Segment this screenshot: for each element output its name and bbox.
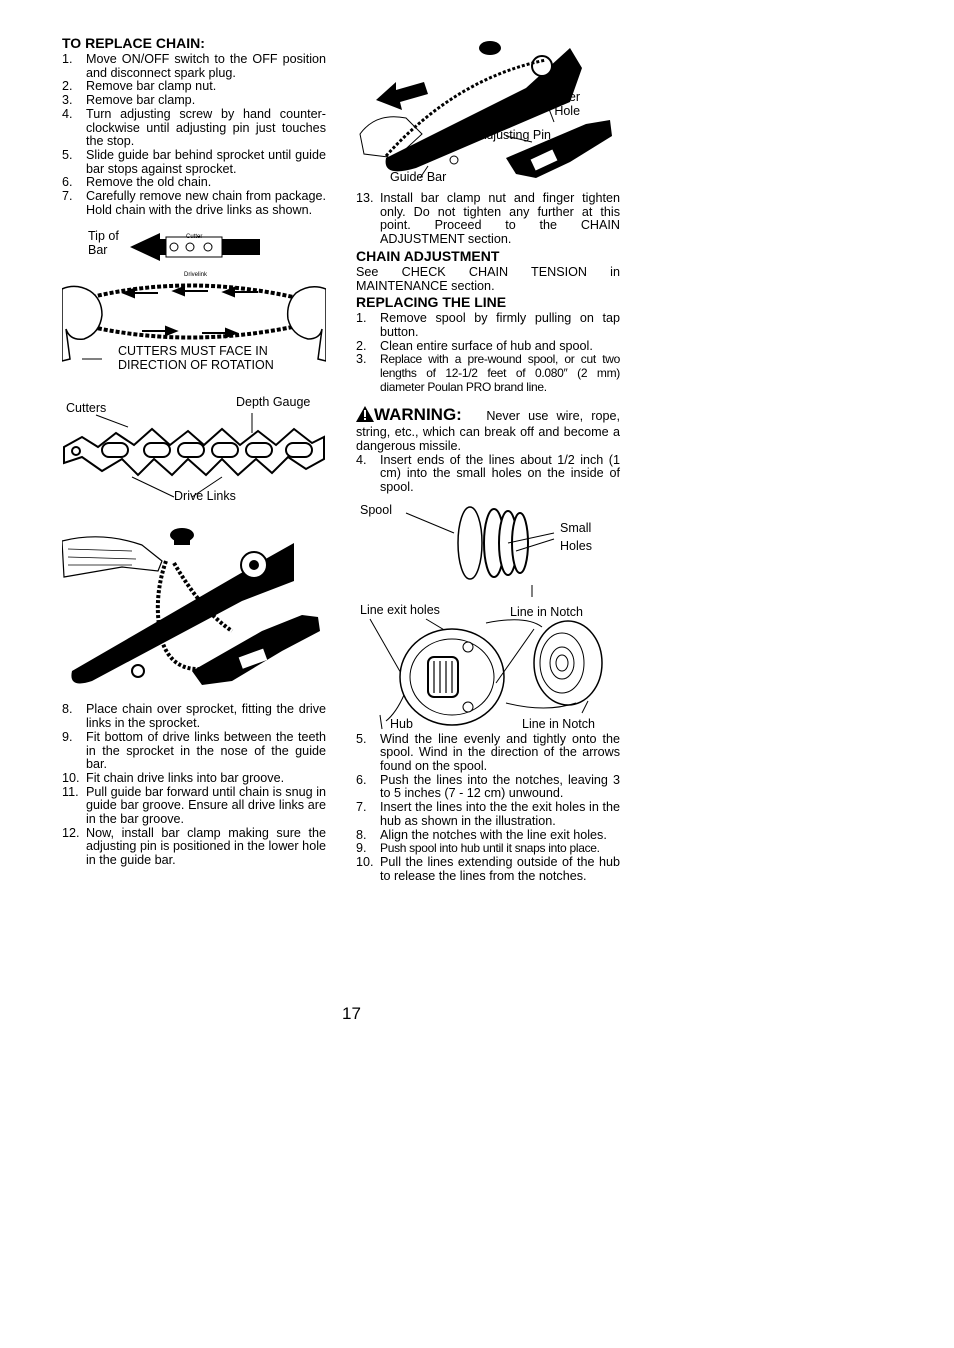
guide-bar-label: Guide Bar: [390, 170, 447, 184]
list-item: 6. Push the lines into the notches, leaving 3 to 5 inches (7 - 12 cm) unwound.: [356, 772, 620, 801]
hub-figure: [356, 603, 620, 733]
chain-on-bar-figure: [62, 521, 326, 691]
list-item: 10. Pull the lines extending outside of the hub to release the lines from the notches.: [356, 854, 620, 883]
warning-text: Never use wire, rope, string, etc., which can break off and become a dangerous missile.: [356, 409, 620, 453]
page-number: 17: [342, 1004, 361, 1023]
step-13: [356, 192, 620, 247]
list-item: 7. Insert the lines into the the exit holes in the hub as shown in the illustration.: [356, 800, 620, 828]
right-column: [356, 38, 620, 883]
spool-figure: [356, 499, 620, 603]
list-item: 10. Fit chain drive links into bar groove.: [62, 770, 285, 785]
replace-chain-steps-b: [62, 703, 326, 867]
list-item: 2. Remove bar clamp nut.: [62, 79, 217, 94]
list-item: 3. Remove bar clamp.: [62, 93, 196, 108]
lower-hole-label: Lower Hole: [546, 90, 581, 118]
list-item: 6. Remove the old chain.: [62, 175, 212, 190]
replacing-line-final-steps: [356, 733, 620, 884]
replace-chain-steps-a: [62, 53, 326, 217]
drive-links-label: Drive Links: [174, 489, 236, 504]
chain-parts-figure: [62, 397, 326, 509]
list-item: 12. Now, install bar clamp making sure the adjusting pin is positioned in the lower hole in the guide bar.: [62, 825, 326, 868]
list-item: 4. Insert ends of the lines about 1/2 inch (1 cm) into the small holes on the inside of spool.: [356, 452, 620, 494]
spool-illustration: [356, 499, 620, 603]
list-item: 5. Wind the line evenly and tightly onto the spool. Wind in the direction of the arrows found on the spool.: [356, 731, 620, 774]
list-item: 9. Fit bottom of drive links between the teeth in the sprocket in the nose of the guide bar.: [62, 729, 326, 772]
tip-of-bar-label: Tip of Bar: [88, 229, 119, 258]
list-item: 2. Clean entire surface of hub and spool.: [356, 338, 593, 353]
chain-holding-figure: [62, 229, 326, 385]
list-item: 1. Move ON/OFF switch to the OFF position and disconnect spark plug.: [62, 52, 326, 80]
small-holes-label: Small Holes: [560, 520, 592, 553]
depth-gauge-label: Depth Gauge: [236, 395, 311, 410]
list-item: 7. Carefully remove new chain from package. Hold chain with the drive links as shown.: [62, 189, 326, 217]
chain-on-bar-illustration: [62, 521, 326, 691]
left-column: [62, 36, 326, 868]
warning-paragraph: [356, 406, 620, 453]
bar-clamp-figure: [356, 38, 620, 188]
step-4: [356, 454, 620, 495]
list-item: 4. Turn adjusting screw by hand counter-clockwise until adjusting pin just touches the stop.: [62, 106, 326, 149]
hub-label: Hub: [390, 716, 413, 731]
line-in-notch-bottom-label: Line in Notch: [522, 716, 595, 731]
list-item: 1. Remove spool by firmly pulling on tap button.: [356, 311, 620, 339]
list-item: 3. Replace with a pre-wound spool, or cut two lengths of 12-1/2 feet of 0.080″ (2 mm) diameter Poulan PRO brand line.: [356, 352, 620, 394]
hub-illustration: [356, 603, 620, 733]
chain-adjustment-text: See CHECK CHAIN TENSION in MAINTENANCE section.: [356, 264, 620, 293]
spool-label: Spool: [360, 502, 392, 517]
replace-chain-heading: TO REPLACE CHAIN:: [62, 35, 205, 51]
replacing-line-heading: REPLACING THE LINE: [356, 294, 507, 311]
warning-icon: [356, 406, 374, 426]
cutters-label: Cutters: [66, 401, 107, 416]
arrow-icon: [376, 82, 428, 110]
line-exit-holes-label: Line exit holes: [360, 602, 440, 617]
list-item: 9. Push spool into hub until it snaps into place.: [356, 841, 600, 856]
replacing-line-steps: [356, 312, 620, 394]
adjusting-pin-label: Adjusting Pin: [478, 128, 551, 142]
cutter-label: Cutter: [186, 234, 203, 241]
warning-label: WARNING:: [374, 405, 462, 425]
list-item: 8. Place chain over sprocket, fitting the drive links in the sprocket.: [62, 702, 326, 731]
list-item: 5. Slide guide bar behind sprocket until guide bar stops against sprocket.: [62, 147, 326, 176]
list-item: 13. Install bar clamp nut and finger tighten only. Do not tighten any further at this point. Proceed to the CHAIN ADJUSTMENT section.: [356, 191, 620, 247]
bar-clamp-illustration: [356, 38, 620, 188]
list-item: 11. Pull guide bar forward until chain is snug in guide bar groove. Ensure all drive links are in the bar groove.: [62, 784, 326, 827]
line-in-notch-top-label: Line in Notch: [510, 604, 583, 619]
cutters-direction-caption: CUTTERS MUST FACE IN DIRECTION OF ROTATION: [118, 344, 274, 373]
list-item: 8. Align the notches with the line exit holes.: [356, 827, 607, 842]
drivelink-label: Drivelink: [184, 272, 208, 279]
chain-adjustment-heading: CHAIN ADJUSTMENT: [356, 247, 500, 264]
